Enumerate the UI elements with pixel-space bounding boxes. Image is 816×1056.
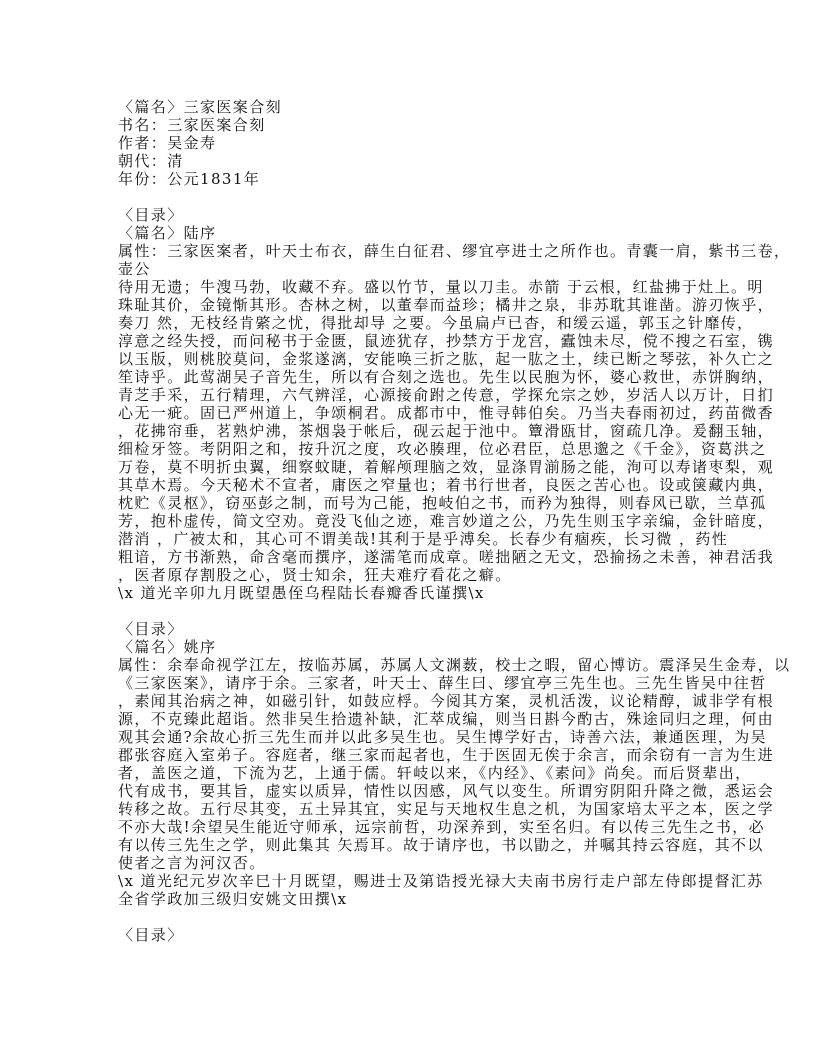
text-line: 者，盖医之道，下流为艺，上通于儒。轩岐以来，《内经》、《素问》尚矣。而后贤辈出，	[118, 764, 752, 782]
text-line: 源，不克臻此超诣。然非吴生拾遗补缺，汇萃成编，则当日斟今酌古，殊途同归之理，何由	[118, 710, 775, 728]
text-line: 代有成书，要其旨，虚实以质异，情性以因感，风气以变生。所谓穷阴阳升降之微，悉运会	[118, 782, 775, 800]
text-line: \x 道光纪元岁次辛巳十月既望，赐进士及第诰授光禄大夫南书房行走户部左侍郎提督汇苏	[118, 872, 764, 890]
document-body	[118, 98, 816, 944]
text-line: 以玉版，则桃胶莫问，金浆遂漓，安能唤三折之肱，起一肱之土，续已断之琴弦，补久亡之	[118, 350, 775, 368]
section-title: 〈篇名〉姚序	[118, 638, 217, 656]
text-line: 书名：三家医案合刻	[118, 116, 266, 134]
text-line: \x 道光辛卯九月既望愚侄乌程陆长春瓣香氏谨撰\x	[118, 584, 485, 602]
text-line: 枕贮《灵枢》，窃巫彭之制，而号为己能，抱岐伯之书，而矜为独得，则春风已歇，兰草孤	[118, 494, 767, 512]
text-line	[118, 602, 816, 620]
text-line	[118, 188, 816, 206]
text-line: 属性：余奉命视学江左，按临苏属，苏属人文渊薮，校士之暇，留心博访。震泽吴生金寿，以	[118, 656, 791, 674]
text-line: 奏刀 然，无枝经肯綮之忧，得批却导 之要。今虽扁卢已杳，和缓云遥，郭玉之针靡传，	[118, 314, 754, 332]
text-line: 全省学政加三级归安姚文田撰\x	[118, 890, 348, 908]
text-line: 芳，抱朴虚传，简文空劝。竟没飞仙之迹，难言妙道之公，乃先生则玉字亲编，金针暗度，	[118, 512, 775, 530]
text-line	[118, 908, 816, 926]
text-line: 其草木焉。今天秘术不宣者，庸医之窄量也；着书行世者，良医之苦心也。设或箧藏内典，	[118, 476, 775, 494]
text-line: 属性：三家医案者，叶天士布衣，薛生白征君、缪宜亭进士之所作也。青囊一肩，紫书三卷，	[118, 242, 791, 260]
text-line: 使者之言为河汉否。	[118, 854, 266, 872]
text-line: 不亦大哉!余望吴生能近守师承，远宗前哲，功深养到，实至名归。有以传三先生之书，必	[118, 818, 766, 836]
toc-marker: 〈目录〉	[118, 206, 184, 224]
text-line: 万卷，莫不明折虫翼，细察蚊睫，着解颅理脑之效，显涤胃湔肠之能，洵可以寿诸枣梨，观	[118, 458, 775, 476]
text-line: 笙诗乎。此莺湖吴子音先生，所以有合刻之选也。先生以民胞为怀，婆心救世，赤饼胸纳，	[118, 368, 775, 386]
toc-marker: 〈目录〉	[118, 926, 184, 944]
text-line: 朝代：清	[118, 152, 184, 170]
text-line: ，素闻其治病之神，如磁引针，如鼓应桴。今阅其方案，灵机活泼，议论精醇，诚非学有根	[118, 692, 775, 710]
text-line: 转移之故。五行尽其变，五土异其宜，实足与天地权生息之机，为国家培太平之本，医之学	[118, 800, 775, 818]
text-line: 有以传三先生之学，则此集其 矢焉耳。故于请序也，书以勖之，并嘱其持云容庭，其不以	[118, 836, 764, 854]
text-line: 珠耻其价，金镜惭其形。杏林之树，以董奉而益珍；橘井之泉，非苏耽其谁凿。游刃恢乎，	[118, 296, 775, 314]
text-line: ，医者原存割股之心，贤士知余，狂夫难疗看花之癖。	[118, 566, 512, 584]
text-line: 郡张容庭入室弟子。容庭者，继三家而起者也，生于医固无俟于余言，而余窃有一言为生进	[118, 746, 775, 764]
text-line: 作者：吴金寿	[118, 134, 217, 152]
toc-marker: 〈目录〉	[118, 620, 184, 638]
text-line: 待用无遗；牛溲马勃，收藏不弃。盛以竹节，量以刀圭。赤箭 于云根，红盐拂于灶上。明	[118, 278, 764, 296]
text-line: 细检牙签。考阴阳之和，按升沉之度，攻必腠理，位必君臣，总思邈之《千金》，资葛洪之	[118, 440, 767, 458]
text-line: 潜消 ，广被太和，其心可不谓美哉!其利于是乎溥矣。长春少有痼疾，长习微 ，药性	[118, 530, 729, 548]
text-line: ，花拂帘垂，茗熟炉沸，茶烟袅于帐后，砚云起于池中。簟滑瓯甘，窗疏几净。爰翻玉轴，	[118, 422, 775, 440]
text-line: 粗谙，方书渐熟，命含毫而撰序，遂濡笔而成章。嗟拙陋之无文，恐揄扬之未善，神君活我	[118, 548, 775, 566]
section-title: 〈篇名〉陆序	[118, 224, 217, 242]
text-line: 淳意之经失授，而问秘书于金匮，鼠迹犹存，抄禁方于龙宫，蠹蚀未尽，傥不搜之石室，镌	[118, 332, 775, 350]
text-line: 心无一疵。固已严州道上，争颂桐君。成都市中，惟寻韩伯矣。乃当夫春雨初过，药苗微香	[118, 404, 775, 422]
text-line: 青芝手采，五行精理，六气辨淫，心源接俞跗之传意，学探允宗之妙，岁活人以万计，日扪	[118, 386, 775, 404]
section-title: 〈篇名〉三家医案合刻	[118, 98, 283, 116]
text-line: 《三家医案》，请序于余。三家者，叶天士、薛生曰、缪宜亭三先生也。三先生皆吴中往哲	[118, 674, 767, 692]
text-line: 年份：公元1831年	[118, 170, 261, 188]
text-line: 观其会通?余故心折三先生而并以此多吴生也。吴生博学好古，诗善六法，兼通医理，为吴	[118, 728, 768, 746]
text-line: 壶公	[118, 260, 151, 278]
